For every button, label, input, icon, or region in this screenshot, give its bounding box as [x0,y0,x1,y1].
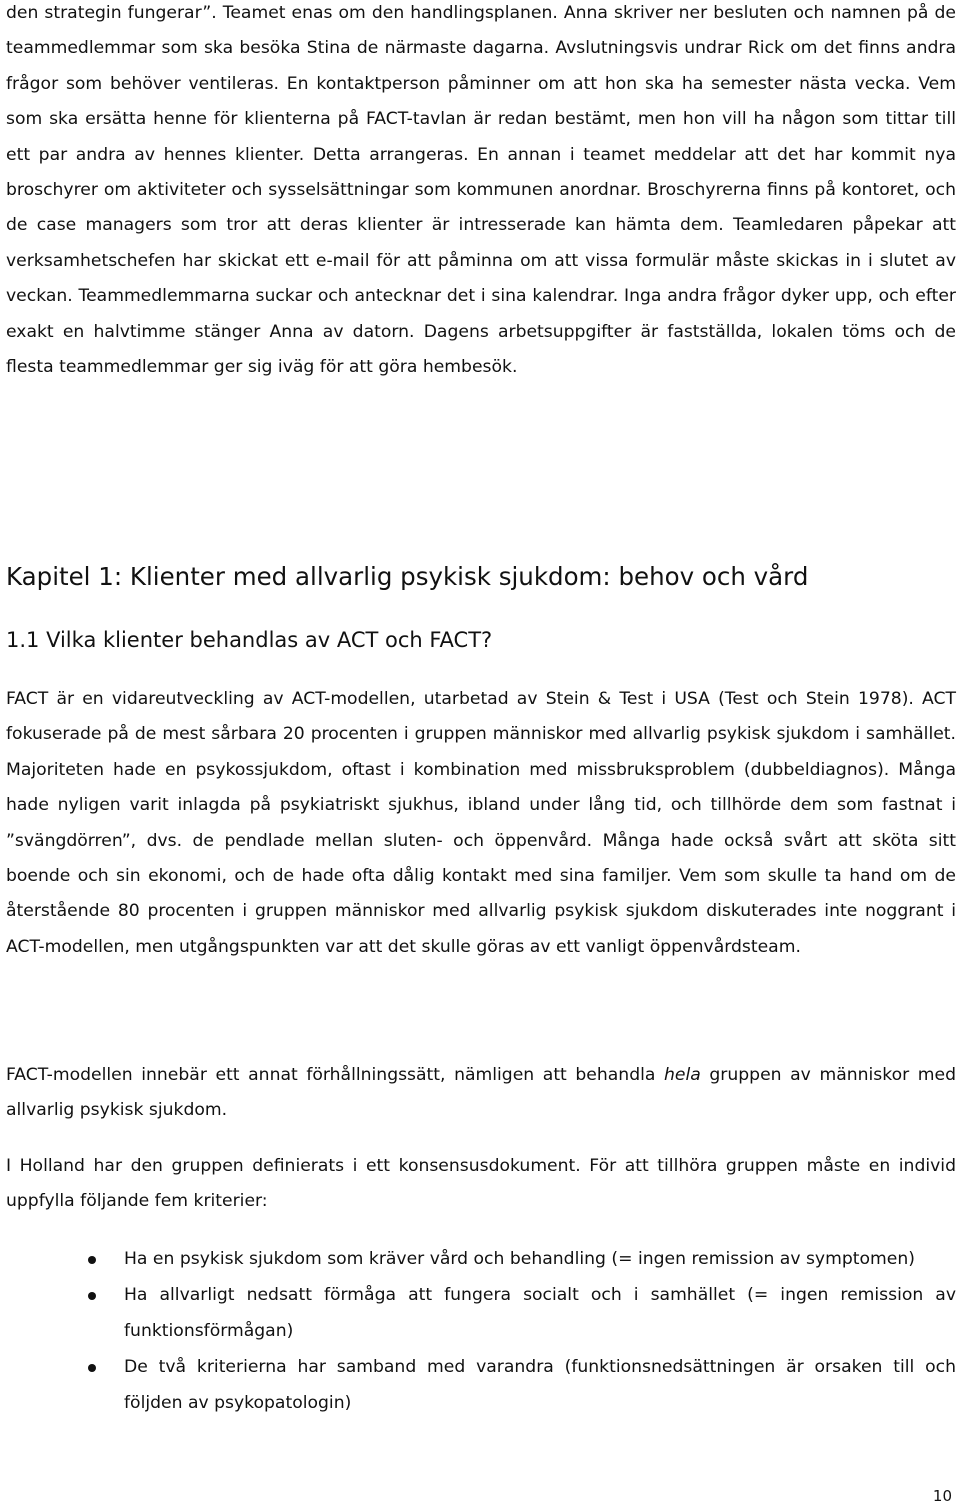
intro-paragraph: den strategin fungerar”. Teamet enas om den handlingsplanen. Anna skriver ner besluten och namnen på de teammedlemmar som ska besöka Stina de närmaste dagarna. Avslutningsvis undrar Rick om det finns andra frågor som behöver ventileras. En kontaktperson påminner om att hon ska ha semester nästa vecka. Vem som ska ersätta henne för klienterna på FACT-tavlan är redan bestämt, men hon vill ha någon som tittar till ett par andra av hennes klienter. Detta arrangeras. En annan i teamet meddelar att det har kommit nya broschyrer om aktiviteter och sysselsättningar som kommunen anordnar. Broschyrerna finns på kontoret, och de case managers som tror att deras klienter är intresserade kan hämta dem. Teamledaren påpekar att verksamhetschefen har skickat ett e-mail för att påminna om att vissa formulär måste skickas in i slutet av veckan. Teammedlemmarna suckar och antecknar det i sina kalendrar. Inga andra frågor dyker upp, och efter exakt en halvtimme stänger Anna av datorn. Dagens arbetsuppgifter är fastställda, lokalen töms och de flesta teammedlemmar ger sig iväg för att göra hembesök. [6,3,956,378]
document-page [6,0,956,1509]
bullet-icon [88,1364,96,1372]
criteria-text: Ha allvarligt nedsatt förmåga att fungera socialt och i samhället (= ingen remission av funktionsförmågan) [124,1285,956,1341]
criteria-text: Ha en psykisk sjukdom som kräver vård och behandling (= ingen remission av symptomen) [124,1249,915,1269]
criteria-list-item [6,1242,956,1277]
criteria-list-item [6,1278,956,1349]
fact-paragraph-1-block [6,682,956,965]
intro-paragraph-block [6,0,956,385]
page-number: 10 [932,1487,952,1505]
holland-paragraph-block [6,1149,956,1220]
section-heading: 1.1 Vilka klienter behandlas av ACT och FACT? [6,628,493,652]
bullet-icon [88,1292,96,1300]
fact-paragraph-2-after: gruppen av människor med allvarlig psykisk sjukdom. [6,1065,956,1121]
criteria-list [6,1242,956,1422]
fact-paragraph-2-before: FACT-modellen innebär ett annat förhållningssätt, nämligen att behandla [6,1065,665,1085]
criteria-list-item [6,1350,956,1421]
criteria-text: De två kriterierna har samband med varandra (funktionsnedsättningen är orsaken till och följden av psykopatologin) [124,1357,956,1413]
fact-paragraph-2 [6,1058,956,1129]
fact-paragraph-2-emphasis: hela [664,1065,701,1085]
bullet-icon [88,1256,96,1264]
fact-paragraph-1: FACT är en vidareutveckling av ACT-modellen, utarbetad av Stein & Test i USA (Test och Stein 1978). ACT fokuserade på de mest sårbara 20 procenten i gruppen människor med allvarlig psykisk sjukdom i samhället. Majoriteten hade en psykossjukdom, oftast i kombination med missbruksproblem (dubbeldiagnos). Många hade nyligen varit inlagda på psykiatriskt sjukhus, ibland under lång tid, och tillhörde dem som fastnat i ”svängdörren”, dvs. de pendlade mellan sluten- och öppenvård. Många hade också svårt att sköta sitt boende och sin ekonomi, och de hade ofta dålig kontakt med sina familjer. Vem som skulle ta hand om de återstående 80 procenten i gruppen människor med allvarlig psykisk sjukdom diskuterades inte noggrant i ACT-modellen, men utgångspunkten var att det skulle göras av ett vanligt öppenvårdsteam. [6,689,956,957]
chapter-heading: Kapitel 1: Klienter med allvarlig psykisk sjukdom: behov och vård [6,562,809,591]
holland-paragraph: I Holland har den gruppen definierats i ett konsensusdokument. För att tillhöra gruppen måste en individ uppfylla följande fem kriterier: [6,1156,956,1212]
fact-paragraph-2-block [6,1058,956,1129]
